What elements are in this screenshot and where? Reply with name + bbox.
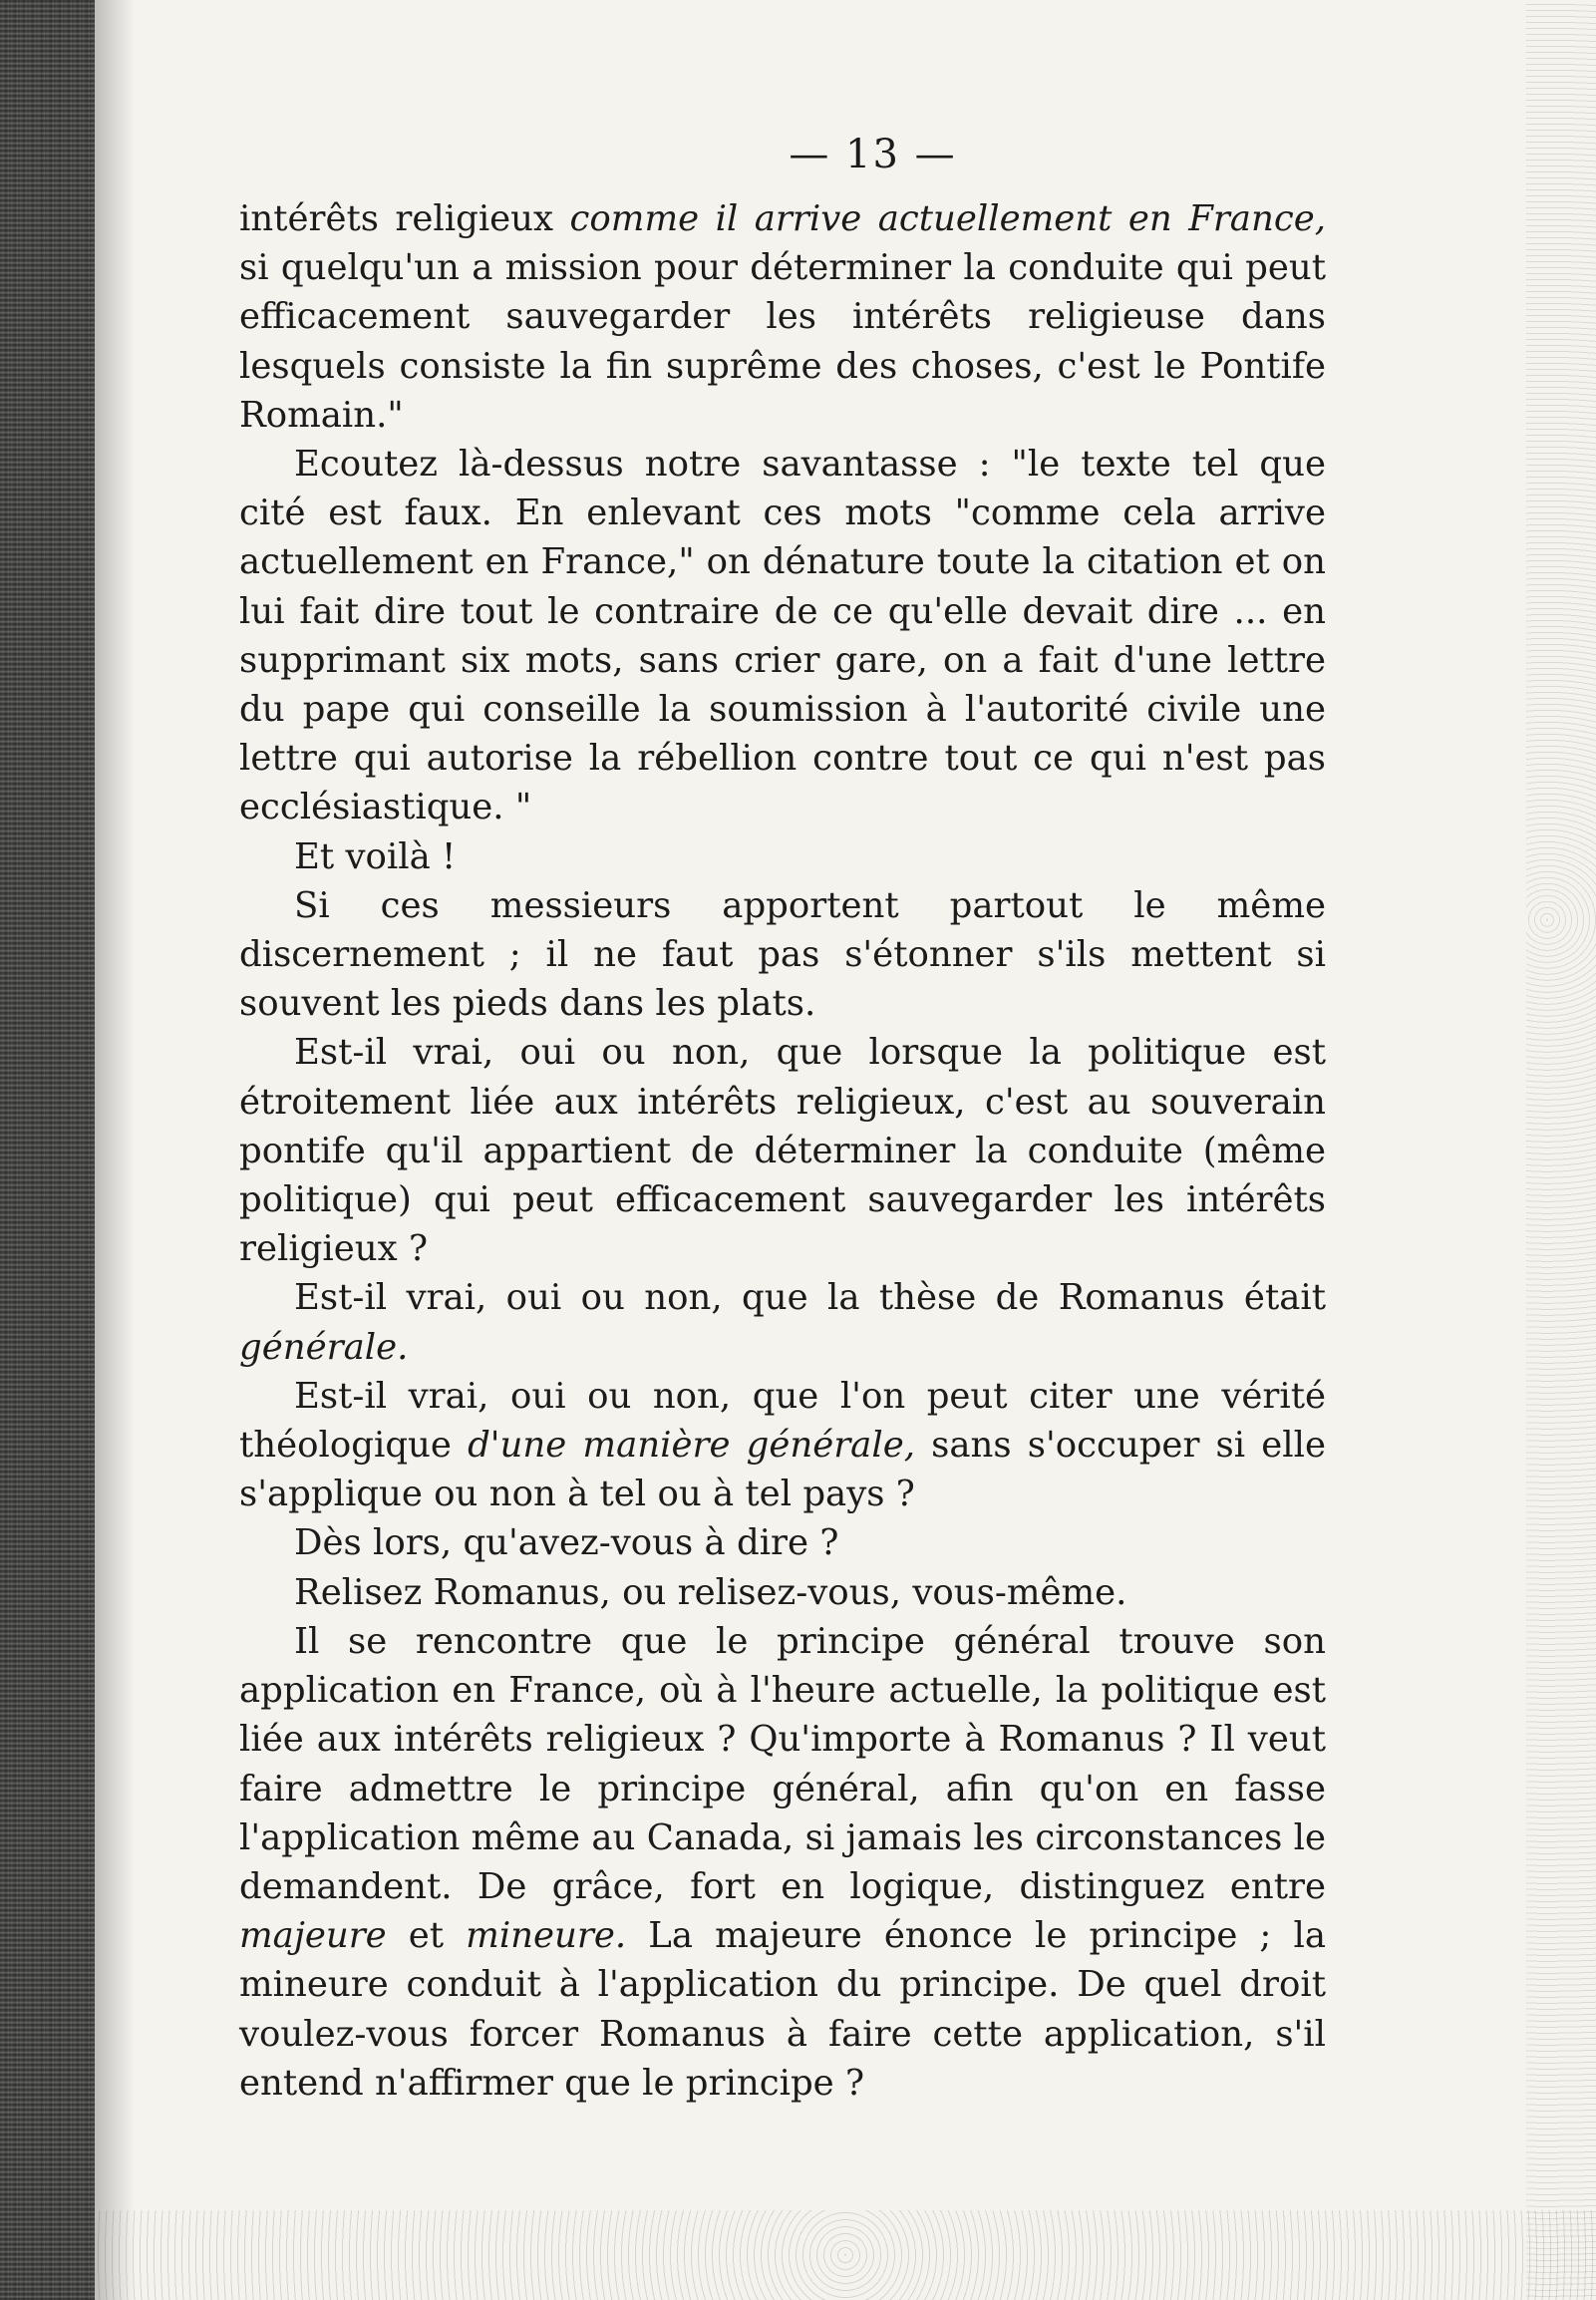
paragraph-10-italic-majeure: majeure bbox=[239, 1915, 387, 1957]
body-text bbox=[239, 194, 1326, 2108]
paragraph-6 bbox=[239, 1273, 1326, 1371]
paragraph-8: Dès lors, qu'avez-vous à dire ? bbox=[294, 1522, 839, 1564]
paragraph-7-italic: d'une manière générale, bbox=[468, 1425, 915, 1467]
paragraph-9: Relisez Romanus, ou relisez-vous, vous-même. bbox=[294, 1571, 1127, 1613]
paragraph-1-italic: comme il arrive actuellement en France, bbox=[569, 198, 1327, 239]
paper-speckle-bottom bbox=[95, 2210, 1596, 2300]
paragraph-1-text-b: si quelqu'un a mission pour déterminer la conduite qui peut efficacement sauvegarder les intérêts religieuse dans lesquels consiste la fin suprême des choses, c'est le Pontife Romain." bbox=[239, 247, 1326, 436]
paragraph-10-text-b: et bbox=[386, 1915, 467, 1957]
paragraph-3: Et voilà ! bbox=[294, 835, 457, 877]
paragraph-1 bbox=[239, 194, 1326, 440]
paragraph-5: Est-il vrai, oui ou non, que lorsque la politique est étroitement liée aux intérêts religieux, c'est au souverain pontife qu'il appartient de déterminer la conduite (même politique) qui peut efficacement sauvegarder les intérêts religieux ? bbox=[239, 1032, 1326, 1270]
paragraph-1-text-a: intérêts religieux bbox=[239, 198, 570, 239]
paragraph-7-text-b: sans s'occuper si elle s'applique ou non à tel ou à tel pays ? bbox=[239, 1425, 1326, 1515]
paragraph-6-text: Est-il vrai, oui ou non, que la thèse de Romanus était bbox=[294, 1277, 1326, 1319]
paragraph-2: Ecoutez là-dessus notre savantasse : "le texte tel que cité est faux. En enlevant ces mots "comme cela arrive actuellement en France," on dénature toute la citation et on lui fait dire tout le contraire de ce qu'elle devait dire ... en supprimant six mots, sans crier gare, on a fait d'une lettre du pape qui conseille la soumission à l'autorité civile une lettre qui autorise la rébellion contre tout ce qui n'est pas ecclésiastique. " bbox=[239, 444, 1326, 828]
paragraph-10 bbox=[239, 1617, 1326, 2108]
paper-speckle-right bbox=[1526, 0, 1596, 2300]
paragraph-10-text-c: La majeure énonce le principe ; la mineure conduit à l'application du principe. De quel droit voulez-vous forcer Romanus à faire cette application, s'il entend n'affirmer que le principe ? bbox=[239, 1915, 1326, 2104]
paragraph-4: Si ces messieurs apportent partout le même discernement ; il ne faut pas s'étonner s'ils mettent si souvent les pieds dans les plats. bbox=[239, 884, 1326, 1025]
paragraph-10-italic-mineure: mineure. bbox=[466, 1915, 627, 1957]
paragraph-10-text-a: Il se rencontre que le principe général trouve son application en France, où à l'heure actuelle, la politique est liée aux intérêts religieux ? Qu'importe à Romanus ? Il veut faire admettre le principe général, afin qu'on en fasse l'application même au Canada, si jamais les circonstances le demandent. De grâce, fort en logique, distinguez entre bbox=[239, 1620, 1326, 1907]
paragraph-6-italic: générale. bbox=[239, 1326, 409, 1368]
paragraph-7-text-a: Est-il vrai, oui ou non, que l'on peut citer une vérité théologique bbox=[239, 1375, 1326, 1467]
page-number: — 13 — bbox=[789, 132, 957, 177]
book-spine-shadow bbox=[0, 0, 95, 2300]
spine-gutter-fade bbox=[95, 0, 135, 2300]
paragraph-7 bbox=[239, 1372, 1326, 1519]
